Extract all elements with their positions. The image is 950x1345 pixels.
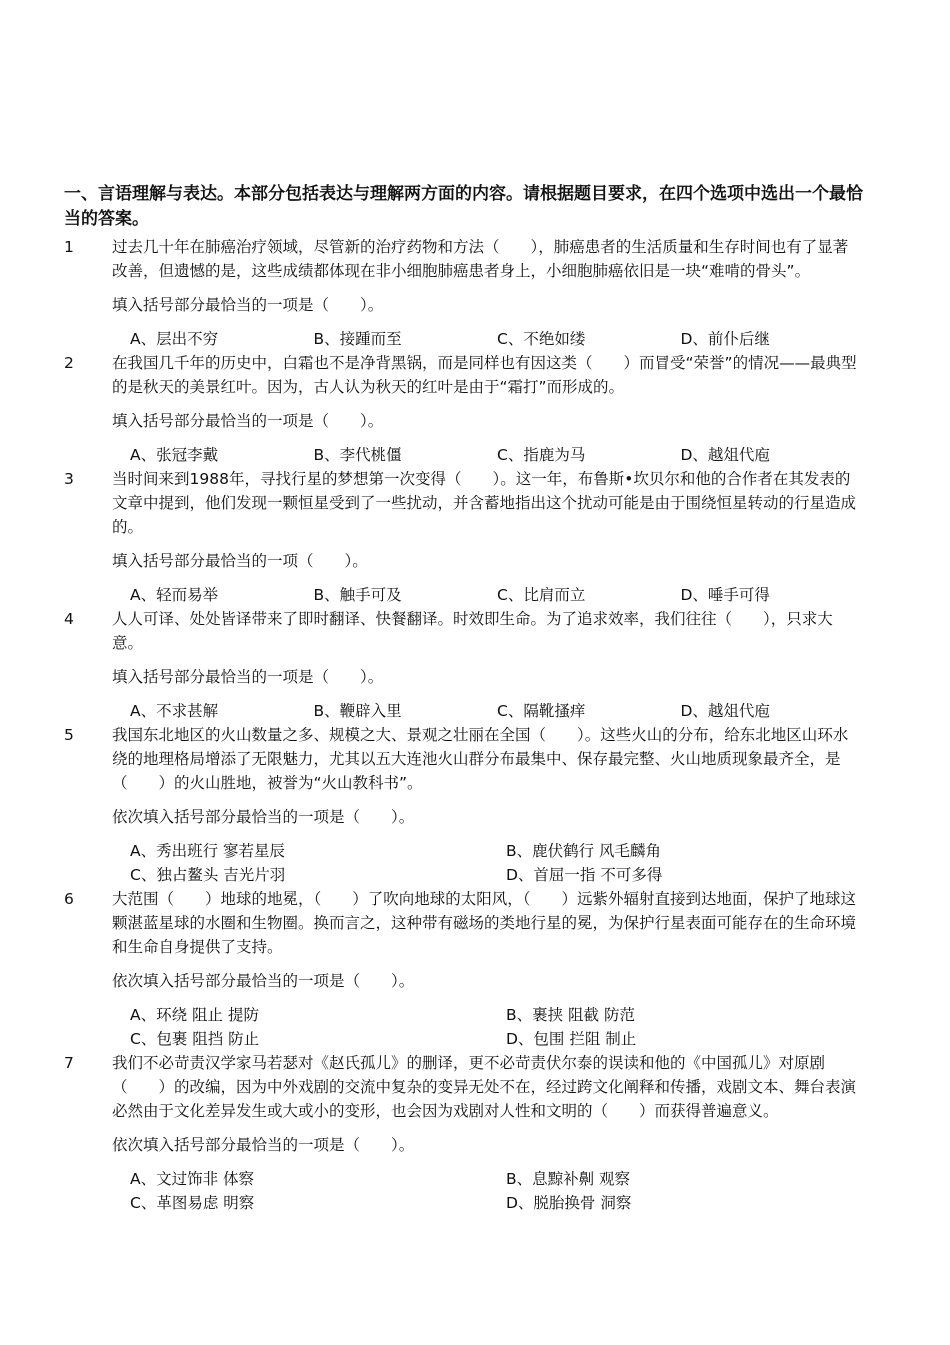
question-prompt: 填入括号部分最恰当的一项是（ ）。 [112,668,384,686]
question-5 [64,723,864,887]
option-b: B、息黥补劓 观察 [506,1170,631,1188]
option-c: C、革图易虑 明察 [130,1194,255,1212]
options [130,699,864,723]
question-prompt: 填入括号部分最恰当的一项（ ）。 [112,552,368,570]
option-a: A、轻而易举 [130,586,219,604]
question-number: 5 [64,726,74,744]
question-number: 3 [64,470,74,488]
question-prompt: 依次填入括号部分最恰当的一项是（ ）。 [112,1136,415,1154]
option-c: C、不绝如缕 [497,330,586,348]
question-stem: 过去几十年在肺癌治疗领域，尽管新的治疗药物和方法（ ），肺癌患者的生活质量和生存时间也有了显著改善，但遗憾的是，这些成绩都体现在非小细胞肺癌患者身上，小细胞肺癌依旧是一块“难啃的骨头”。 [112,238,849,280]
question-number: 7 [64,1054,74,1072]
option-d: D、越俎代庖 [680,446,770,464]
question-3 [64,467,864,607]
option-a: A、文过饰非 体察 [130,1170,255,1188]
section-title: 一、言语理解与表达。本部分包括表达与理解两方面的内容。请根据题目要求，在四个选项中选出一个最恰当的答案。 [64,184,863,229]
question-stem: 人人可译、处处皆译带来了即时翻译、快餐翻译。时效即生命。为了追求效率，我们往往（ ），只求大意。 [112,610,833,652]
option-b: B、李代桃僵 [313,446,402,464]
question-number: 4 [64,610,74,628]
option-c: C、比肩而立 [497,586,586,604]
option-a: A、环绕 阻止 提防 [130,1006,259,1024]
option-d: D、前仆后继 [680,330,770,348]
question-2 [64,351,864,467]
question-stem: 在我国几千年的历史中，白霜也不是净背黑锅，而是同样也有因这类（ ）而冒受“荣誉”的情况——最典型的是秋天的美景红叶。因为，古人认为秋天的红叶是由于“霜打”而形成的。 [112,354,857,396]
option-d: D、脱胎换骨 洞察 [506,1194,632,1212]
option-d: D、包围 拦阻 制止 [506,1030,637,1048]
option-c: C、隔靴搔痒 [497,702,586,720]
option-b: B、鞭辟入里 [313,702,402,720]
option-a: A、层出不穷 [130,330,219,348]
option-a: A、不求甚解 [130,702,219,720]
question-number: 2 [64,354,74,372]
question-prompt: 填入括号部分最恰当的一项是（ ）。 [112,412,384,430]
option-d: D、越俎代庖 [680,702,770,720]
question-stem: 大范围（ ）地球的地冕，（ ）了吹向地球的太阳风，（ ）远紫外辐射直接到达地面，保护了地球这颗湛蓝星球的水圈和生物圈。换而言之，这种带有磁场的类地行星的冕，为保护行星表面可能存在的生命环境和生命自身提供了支持。 [112,890,857,956]
question-4 [64,607,864,723]
option-b: B、触手可及 [313,586,402,604]
option-b: B、鹿伏鹤行 风毛麟角 [506,842,662,860]
question-list [64,235,864,1215]
question-prompt: 依次填入括号部分最恰当的一项是（ ）。 [112,972,415,990]
option-d: D、唾手可得 [680,586,770,604]
option-c: C、独占鳌头 吉光片羽 [130,866,286,884]
question-7 [64,1051,864,1215]
question-6 [64,887,864,1051]
options [130,1003,864,1051]
option-c: C、包裹 阻挡 防止 [130,1030,260,1048]
question-1 [64,235,864,351]
options [130,583,864,607]
question-stem: 我们不必苛责汉学家马若瑟对《赵氏孤儿》的删译，更不必苛责伏尔泰的误读和他的《中国孤儿》对原剧（ ）的改编，因为中外戏剧的交流中复杂的变异无处不在，经过跨文化阐释和传播，戏剧文本、舞台表演必然由于文化差异发生或大或小的变形，也会因为戏剧对人性和文明的（ ）而获得普遍意义。 [112,1054,857,1120]
options [130,1167,864,1215]
question-number: 1 [64,238,74,256]
option-d: D、首屈一指 不可多得 [506,866,663,884]
option-c: C、指鹿为马 [497,446,586,464]
options [130,327,864,351]
question-number: 6 [64,890,74,908]
question-prompt: 依次填入括号部分最恰当的一项是（ ）。 [112,808,415,826]
option-b: B、接踵而至 [313,330,402,348]
option-a: A、秀出班行 寥若星辰 [130,842,286,860]
options [130,443,864,467]
question-prompt: 填入括号部分最恰当的一项是（ ）。 [112,296,384,314]
option-a: A、张冠李戴 [130,446,219,464]
question-stem: 我国东北地区的火山数量之多、规模之大、景观之壮丽在全国（ ）。这些火山的分布，给东北地区山环水绕的地理格局增添了无限魅力，尤其以五大连池火山群分布最集中、保存最完整、火山地质现象最齐全，是（ ）的火山胜地，被誉为“火山教科书”。 [112,726,849,792]
options [130,839,864,887]
option-b: B、裹挟 阻截 防范 [506,1006,635,1024]
question-stem: 当时间来到1988年，寻找行星的梦想第一次变得（ ）。这一年，布鲁斯•坎贝尔和他的合作者在其发表的文章中提到，他们发现一颗恒星受到了一些扰动，并含蓄地指出这个扰动可能是由于围绕恒星转动的行星造成的。 [112,470,857,536]
